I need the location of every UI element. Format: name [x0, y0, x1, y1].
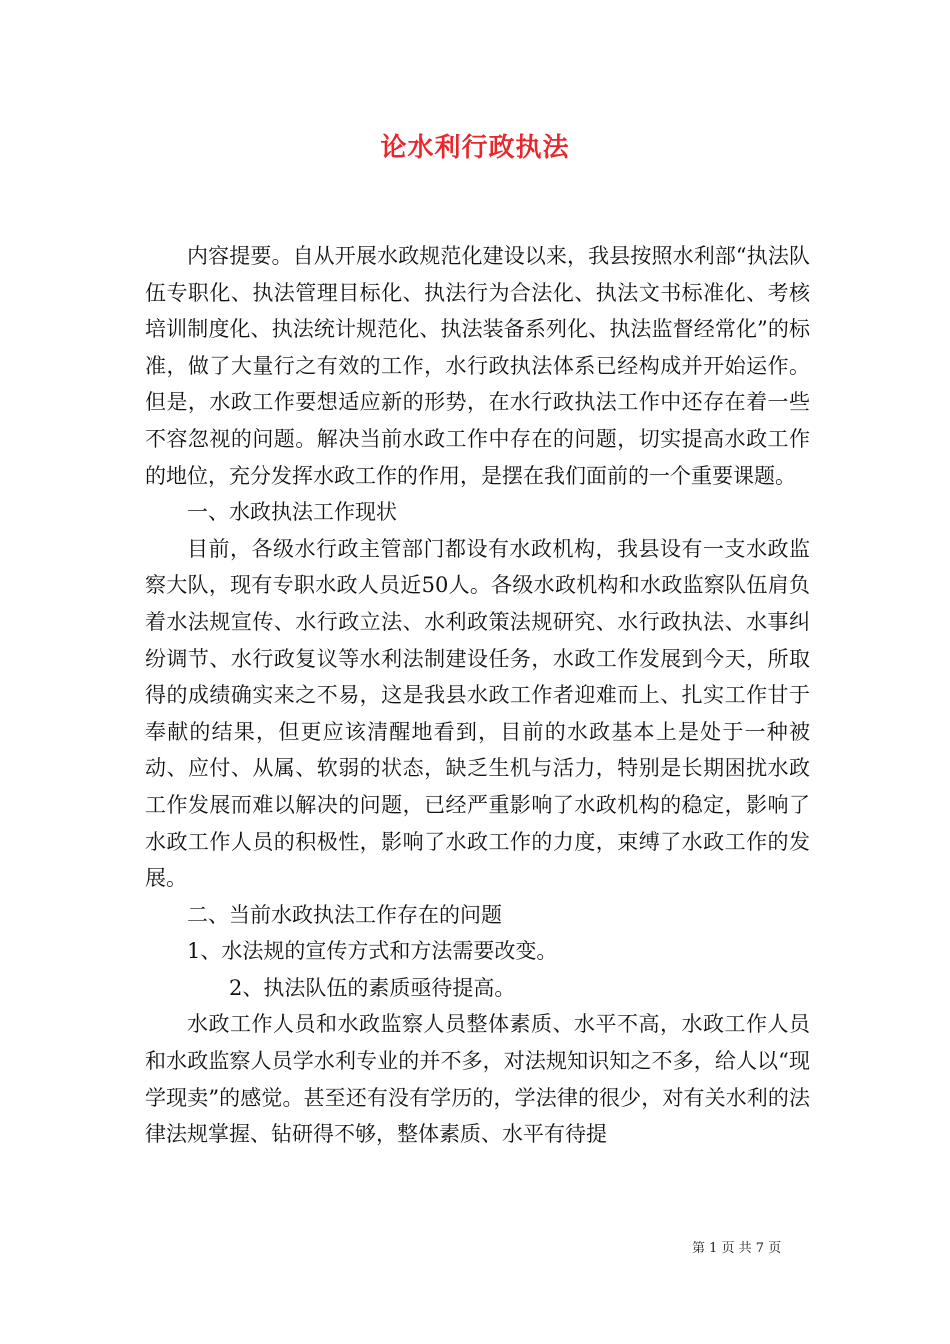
section-heading-1: 一、水政执法工作现状	[187, 500, 397, 525]
abstract-paragraph: 内容提要。自从开展水政规范化建设以来，我县按照水利部“执法队伍专职化、执法管理目标化、执法行为合法化、执法文书标准化、考核培训制度化、执法统计规范化、执法装备系列化、执法监督经常化”的标准，做了大量行之有效的工作，水行政执法体系已经构成并开始运作。但是，水政工作要想适应新的形势，在水行政执法工作中还存在着一些不容忽视的问题。解决当前水政工作中存在的问题，切实提高水政工作的地位，充分发挥水政工作的作用，是摆在我们面前的一个重要课题。	[145, 244, 810, 488]
section-heading-2: 二、当前水政执法工作存在的问题	[187, 902, 502, 927]
current-status-paragraph: 目前，各级水行政主管部门都设有水政机构，我县设有一支水政监察大队，现有专职水政人员近50人。各级水政机构和水政监察队伍肩负着水法规宣传、水行政立法、水利政策法规研究、水行政执法、水事纠纷调节、水行政复议等水利法制建设任务，水政工作发展到今天，所取得的成绩确实来之不易，这是我县水政工作者迎难而上、扎实工作甘于奉献的结果，但更应该清醒地看到，目前的水政基本上是处于一种被动、应付、从属、软弱的状态，缺乏生机与活力，特别是长期困扰水政工作发展而难以解决的问题，已经严重影响了水政机构的稳定，影响了水政工作人员的积极性，影响了水政工作的力度，束缚了水政工作的发展。	[145, 536, 810, 891]
document-title: 论水利行政执法	[380, 133, 570, 163]
document-body	[145, 238, 810, 1153]
quality-paragraph: 水政工作人员和水政监察人员整体素质、水平不高，水政工作人员和水政监察人员学水利专业的并不多，对法规知识知之不多，给人以“现学现卖”的感觉。甚至还有没有学历的，学法律的很少，对有关水利的法律法规掌握、钻研得不够，整体素质、水平有待提	[145, 1012, 810, 1147]
page-number: 第 1 页 共 7 页	[692, 1241, 782, 1256]
subsection-heading-2: 2、执法队伍的素质亟待提高。	[229, 975, 516, 1000]
subsection-heading-1: 1、水法规的宣传方式和方法需要改变。	[187, 939, 558, 964]
